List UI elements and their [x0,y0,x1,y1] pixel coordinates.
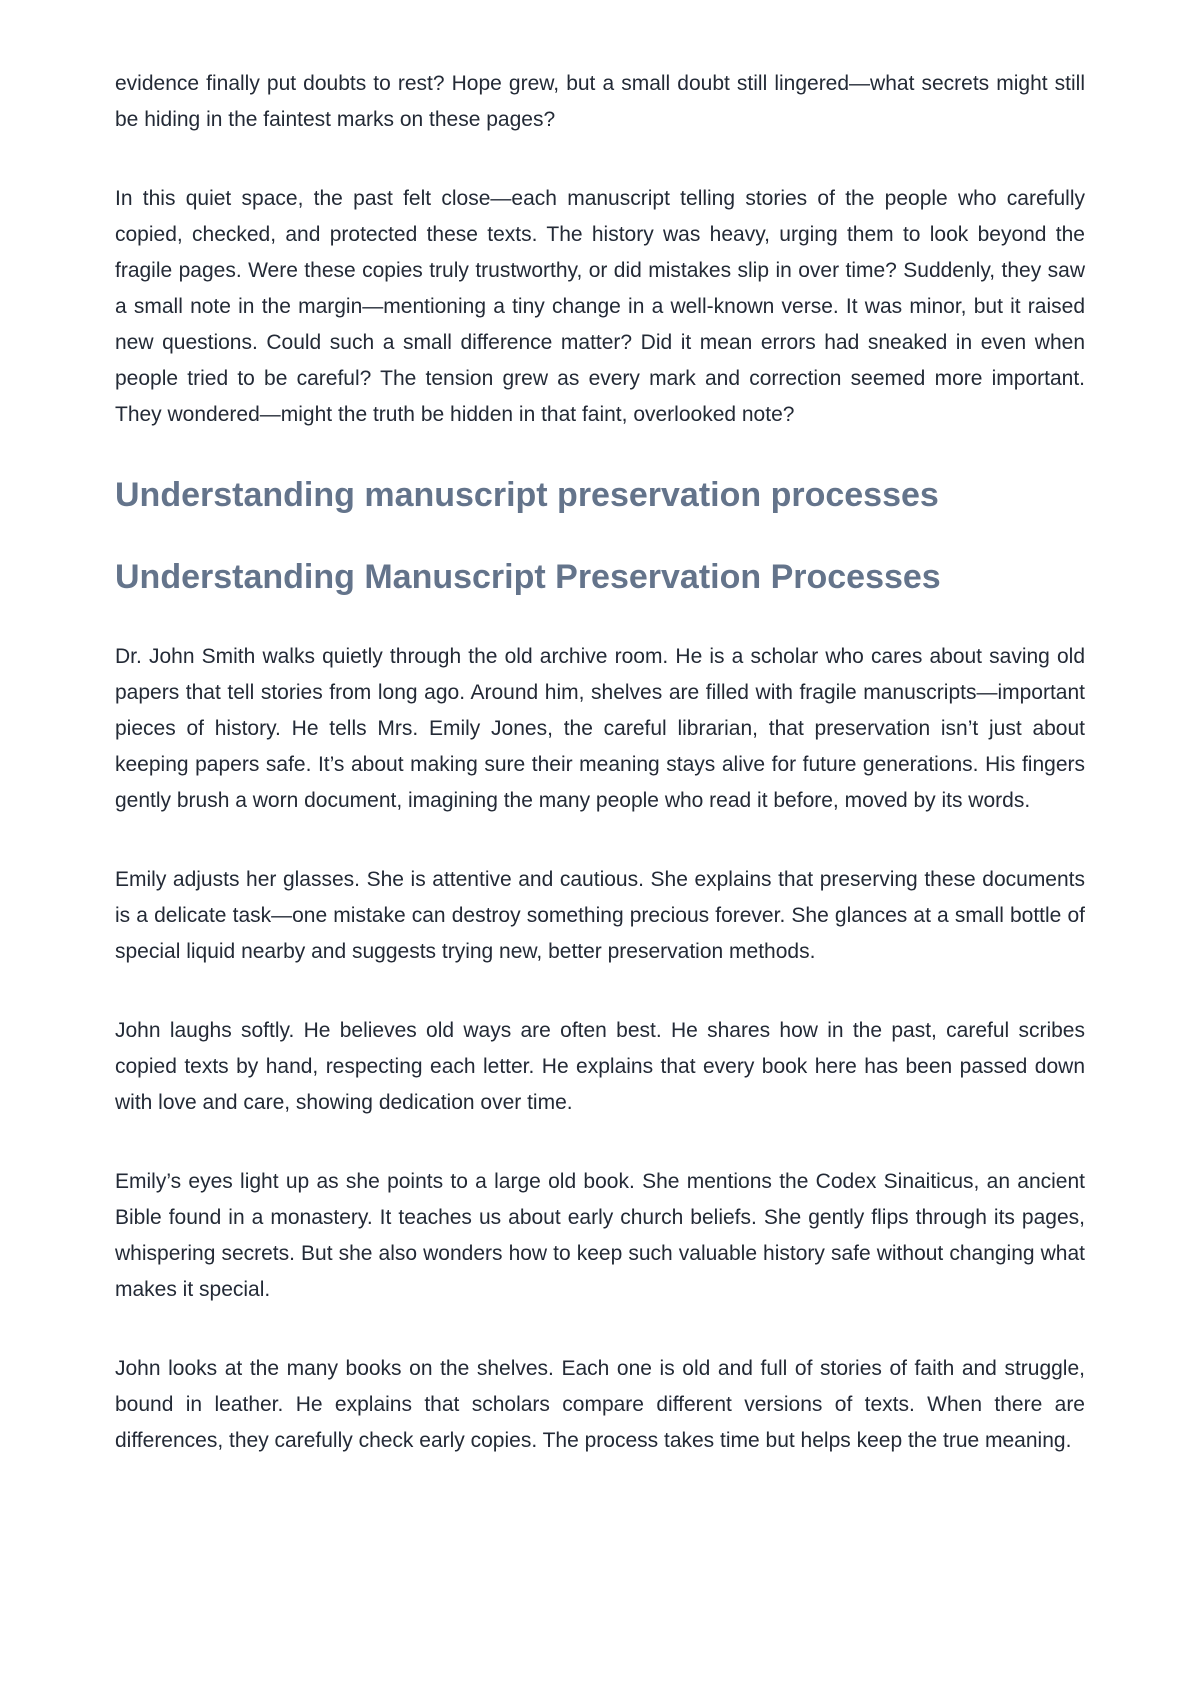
section-subheading: Understanding Manuscript Preservation Processes [115,558,941,596]
paragraph-codex-sinaiticus: Emily’s eyes light up as she points to a large old book. She mentions the Codex Sinaiticus, an ancient Bible found in a monastery. It teaches us about early church beliefs. She gently flips through its pages, whispering secrets. But she also wonders how to keep such valuable history safe without changing what makes it special. [115,1170,1085,1301]
paragraph-john-shelves: John looks at the many books on the shelves. Each one is old and full of stories of faith and struggle, bound in leather. He explains that scholars compare different versions of texts. When there are differences, they carefully check early copies. The process takes time but helps keep the true meaning. [115,1357,1085,1452]
paragraph-quiet-space: In this quiet space, the past felt close—each manuscript telling stories of the people who carefully copied, checked, and protected these texts. The history was heavy, urging them to look beyond the fragile pages. Were these copies truly trustworthy, or did mistakes slip in over time? Suddenly, they saw a small note in the margin—mentioning a tiny change in a well-known verse. It was minor, but it raised new questions. Could such a small difference matter? Did it mean errors had sneaked in even when people tried to be careful? The tension grew as every mark and correction seemed more important. They wondered—might the truth be hidden in that faint, overlooked note? [115,187,1085,426]
section-heading: Understanding manuscript preservation processes [115,476,939,514]
paragraph-john-smith: Dr. John Smith walks quietly through the old archive room. He is a scholar who cares about saving old papers that tell stories from long ago. Around him, shelves are filled with fragile manuscripts—important pieces of history. He tells Mrs. Emily Jones, the careful librarian, that preservation isn’t just about keeping papers safe. It’s about making sure their meaning stays alive for future generations. His fingers gently brush a worn document, imagining the many people who read it before, moved by its words. [115,645,1085,812]
document-page [115,66,1085,1459]
paragraph-emily-glasses: Emily adjusts her glasses. She is attentive and cautious. She explains that preserving these documents is a delicate task—one mistake can destroy something precious forever. She glances at a small bottle of special liquid nearby and suggests trying new, better preservation methods. [115,868,1085,963]
paragraph-evidence: evidence finally put doubts to rest? Hope grew, but a small doubt still lingered—what secrets might still be hiding in the faintest marks on these pages? [115,72,1085,131]
paragraph-john-laughs: John laughs softly. He believes old ways are often best. He shares how in the past, careful scribes copied texts by hand, respecting each letter. He explains that every book here has been passed down with love and care, showing dedication over time. [115,1019,1085,1114]
